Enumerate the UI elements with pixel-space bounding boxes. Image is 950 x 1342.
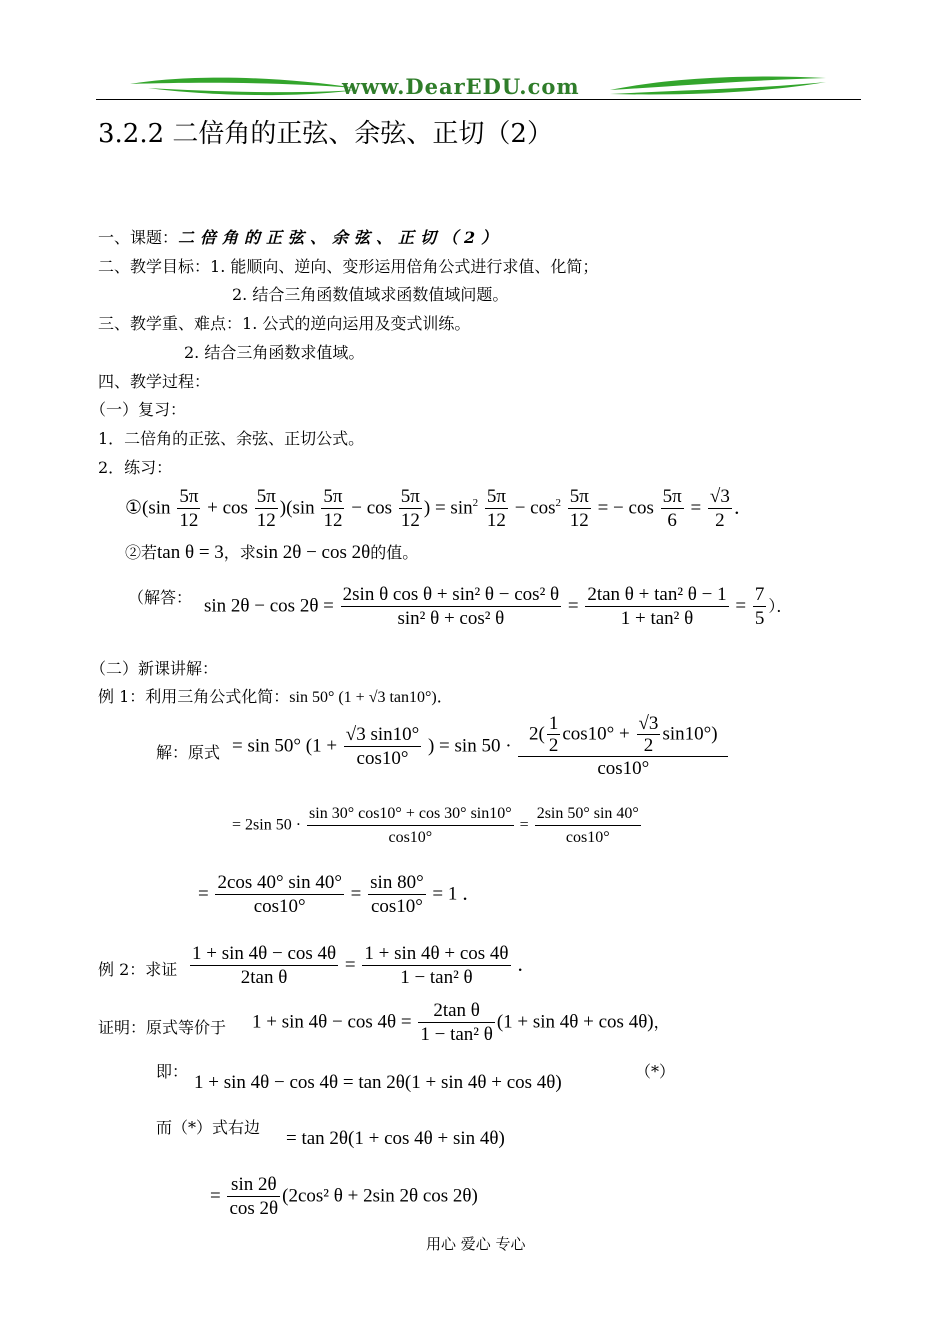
solution-line-3: = $\frac{2\cos 40^\circ \sin 40^\circ}{\cos 10^\circ}$ = $\frac{\sin 80^\circ}{\cos 10^\circ}$ = 1 ． [198, 872, 482, 917]
fraction: $\frac{1 + \sin 4\theta - \cos 4\theta}{\text{2tan θ}}$ [192, 943, 337, 988]
fraction: $\frac{√3 \sin 10^\circ}{\cos 10^\circ}$ [345, 724, 420, 769]
section-label: 一、课题： [98, 228, 179, 247]
fraction: $\frac{5\pi}{6}$ [662, 486, 682, 531]
solution-line-1: = sin 50° (1 + $\frac{√3 \sin 10^\circ}{\cos 10^\circ}$ ) = sin 50 · 2( $\frac{1}{2}$ cos10° + $\frac{√3}{2}$ sin10°) cos10° [232, 714, 730, 780]
fn-sin: sin [148, 497, 171, 519]
goal-text: 2. 结合三角函数值域求函数值域问题。 [232, 285, 509, 304]
new-lesson-label: （二）新课讲解： [90, 659, 219, 678]
fn-sin: sin [292, 497, 315, 519]
fraction: $\frac{\text{2sin θ cos θ + sin² θ − cos² θ}}{\text{sin² θ + cos² θ}}$ [342, 584, 560, 629]
namely-label: 即： [156, 1062, 189, 1081]
fraction: $\frac{5\pi}{12}$ [486, 486, 506, 531]
fraction: $\frac{1 + \sin 4\theta + \cos 4\theta}{\text{1 − tan² θ}}$ [364, 943, 509, 988]
header-logo [128, 72, 828, 100]
key-point-text: 2. 结合三角函数求值域。 [184, 343, 365, 362]
exercise-1-formula: ①(sin $\frac{5\pi}{12}$ + cos $\frac{5\pi}{12}$ )(sin $\frac{5\pi}{12}$ − cos $\frac{5\pi}{12}$ ) = $\sin^2$ $\frac{5\pi}{12}$ − $\cos^2$ $\frac{5\pi}{12}$ = − cos $\frac{5\pi}{6}$ = $\frac{√3}{2}$ ． [125, 486, 753, 531]
proof-formula: 1 + sin 4θ − cos 4θ = $\frac{\text{2tan θ}}{\text{1 − tan² θ}}$ (1 + sin 4θ + cos 4θ)， [252, 1000, 670, 1045]
fraction: $\frac{5\pi}{12}$ [323, 486, 343, 531]
example-1: 例 1：利用三角公式化简：sin 50° (1 + √3 tan10°)． [98, 687, 453, 706]
star-mark: （*） [635, 1062, 676, 1081]
section-key-points [98, 314, 470, 334]
fraction: $\frac{5\pi}{12}$ [400, 486, 420, 531]
fraction: $\frac{5\pi}{12}$ [179, 486, 199, 531]
fraction: $\frac{2\sin 50^\circ \sin 40^\circ}{\cos 10^\circ}$ [535, 803, 641, 849]
namely-formula: 1 + sin 4θ − cos 4θ = tan 2θ(1 + sin 4θ + cos 4θ) [194, 1072, 562, 1093]
solution-label: 解：原式 [156, 743, 221, 762]
fraction: $\frac{5\pi}{12}$ [256, 486, 276, 531]
key-point-text: 1. 公式的逆向运用及变式训练。 [242, 314, 471, 333]
fn-cos: cos [530, 497, 556, 519]
exercise-2: ②若tan θ = 3，求sin 2θ − cos 2θ的值。 [125, 542, 419, 563]
logo-swoosh-right-icon [608, 72, 828, 100]
logo-text: www.DearEDU.com [342, 74, 580, 99]
goal-text: 1. 能顺向、逆向、变形运用倍角公式进行求值、化简； [210, 257, 599, 276]
fraction: 2( $\frac{1}{2}$ cos10° + $\frac{√3}{2}$ sin10°) cos10° [518, 714, 728, 780]
rhs-formula: = tan 2θ(1 + cos 4θ + sin 4θ) [286, 1128, 505, 1149]
fraction: $\frac{2\cos 40^\circ \sin 40^\circ}{\cos 10^\circ}$ [217, 872, 342, 917]
fn-cos: cos [366, 497, 393, 519]
fn-sin: sin [450, 497, 473, 519]
section-goals [98, 257, 598, 277]
fraction: $\frac{7}{5}$ [754, 584, 765, 629]
fn-cos: cos [222, 497, 248, 519]
logo-swoosh-left-icon [128, 72, 358, 100]
proof-label: 证明：原式等价于 [98, 1018, 227, 1037]
last-formula: = $\frac{\sin 2\theta}{\cos 2\theta}$ (2cos² θ + 2sin 2θ cos 2θ) [210, 1174, 478, 1219]
fraction: $\frac{\sin 2\theta}{\cos 2\theta}$ [229, 1174, 279, 1219]
review-item: 2．练习： [98, 458, 173, 477]
example-2-formula: $\frac{1 + \sin 4\theta - \cos 4\theta}{\text{2tan θ}}$ = $\frac{1 + \sin 4\theta + \cos 4\theta}{\text{1 − tan² θ}}$ ． [192, 943, 537, 988]
fraction: $\frac{\sin 80^\circ}{\cos 10^\circ}$ [370, 872, 424, 917]
section-label: 三、教学重、难点： [98, 314, 243, 333]
rhs-label: 而（*）式右边 [156, 1118, 261, 1137]
fraction: $\frac{5\pi}{12}$ [569, 486, 589, 531]
example-2-label: 例 2：求证 [98, 960, 178, 979]
section-topic [98, 228, 503, 248]
fraction: $\frac{\sin 30^\circ \cos 10^\circ + \cos 30^\circ \sin 10^\circ}{\cos 10^\circ}$ [307, 803, 514, 849]
section-process: 四、教学过程： [98, 372, 211, 391]
page-footer: 用心 爱心 专心 [426, 1235, 526, 1253]
answer-label: （解答： [128, 588, 193, 607]
section-label: 二、教学目标： [98, 257, 211, 276]
topic-text: 二倍角的正弦、余弦、正切（2） [178, 228, 504, 247]
answer-formula: sin 2θ − cos 2θ = $\frac{\text{2sin θ cos θ + sin² θ − cos² θ}}{\text{sin² θ + cos² θ}}$ = $\frac{\text{2tan θ + tan² θ − 1}}{\text{1 + tan² θ}}$ = $\frac{7}{5}$ ）． [204, 584, 793, 629]
fraction: $\frac{\text{2tan θ}}{\text{1 − tan² θ}}$ [420, 1000, 493, 1045]
review-label: （一）复习： [90, 400, 187, 419]
fraction: $\frac{√3}{2}$ [709, 486, 730, 531]
fraction: $\frac{\text{2tan θ + tan² θ − 1}}{\text{1 + tan² θ}}$ [587, 584, 727, 629]
solution-line-2: = 2sin 50 · $\frac{\sin 30^\circ \cos 10^\circ + \cos 30^\circ \sin 10^\circ}{\cos 10^\circ}$ = $\frac{2\sin 50^\circ \sin 40^\circ}{\cos 10^\circ}$ [232, 803, 643, 849]
circled-number: ① [125, 497, 143, 519]
header-rule [96, 99, 861, 100]
fn-cos: cos [628, 497, 654, 519]
page-title: 3.2.2 二倍角的正弦、余弦、正切（2） [98, 119, 553, 149]
review-item: 1．二倍角的正弦、余弦、正切公式。 [98, 429, 365, 448]
